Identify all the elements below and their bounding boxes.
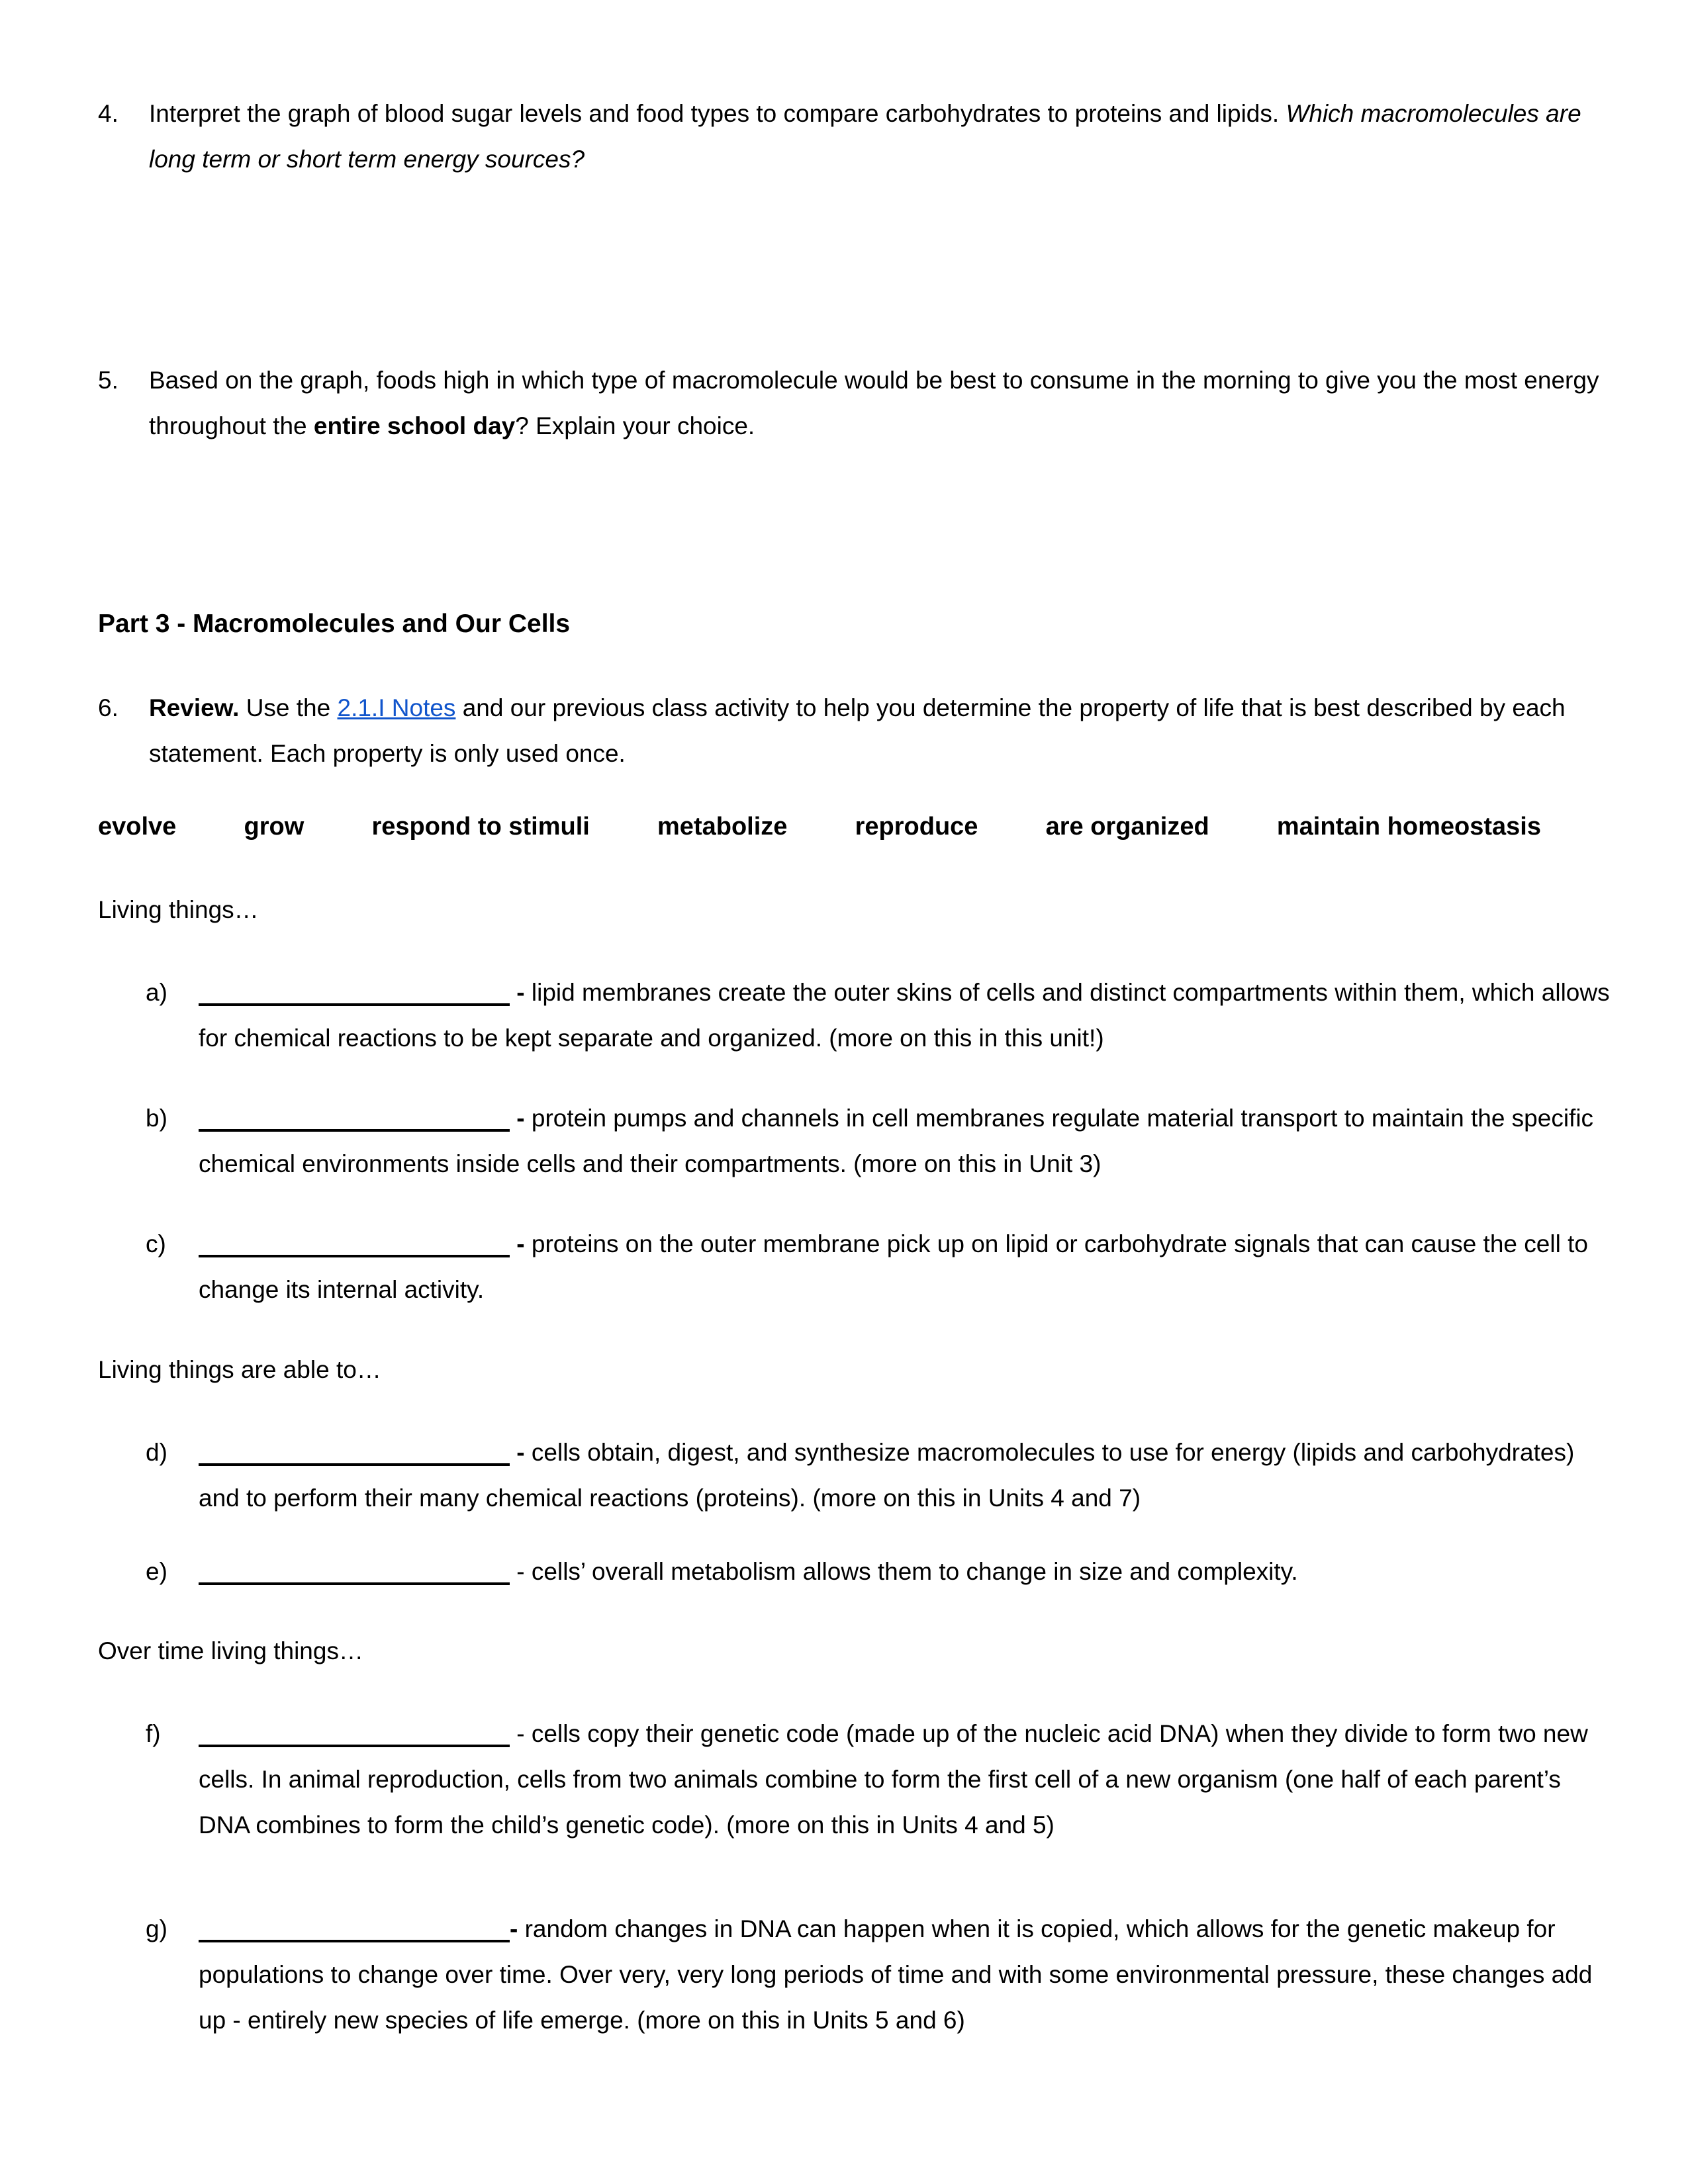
statement-c-text: proteins on the outer membrane pick up on lipid or carbohydrate signals that can cause the cell to change its internal activity. xyxy=(199,1230,1588,1303)
question-5-number: 5. xyxy=(98,367,118,394)
question-5-text xyxy=(149,357,1614,449)
word-bank-term-organized: are organized xyxy=(1045,813,1209,841)
word-bank xyxy=(98,804,1541,850)
question-6-review-label: Review. xyxy=(149,694,240,721)
word-bank-term-homeostasis: maintain homeostasis xyxy=(1276,813,1541,841)
word-bank-term-metabolize: metabolize xyxy=(657,813,788,841)
statement-b-text: protein pumps and channels in cell membranes regulate material transport to maintain the specific chemical environments inside cells and their compartments. (more on this in Unit 3) xyxy=(199,1105,1594,1177)
statement-d-text: cells obtain, digest, and synthesize macromolecules to use for energy (lipids and carbohydrates) and to perform their many chemical reactions (proteins). (more on this in Units 4 and 7) xyxy=(199,1439,1575,1512)
question-4-text-italic: Which macromolecules are long term or short term energy sources? xyxy=(149,100,1581,173)
statement-b-body xyxy=(199,1095,1614,1187)
statement-b-label: b) xyxy=(146,1105,167,1132)
statement-g-text: random changes in DNA can happen when it is copied, which allows for the genetic makeup for populations to change over time. Over very, very long periods of time and with some environmental pressure, these changes add up - entirely new species of life emerge. (more on this in Units 5 and 6) xyxy=(199,1915,1593,2034)
question-6-text-before-link: Use the xyxy=(239,694,338,721)
answer-blank-d xyxy=(199,1437,510,1466)
statement-g xyxy=(146,1906,1614,2043)
group-intro-over-time: Over time living things… xyxy=(98,1637,363,1664)
statement-a-body xyxy=(199,970,1614,1061)
statement-e-label: e) xyxy=(146,1558,167,1585)
answer-blank-c xyxy=(199,1228,510,1257)
answer-blank-b xyxy=(199,1103,510,1132)
answer-blank-g xyxy=(199,1913,510,1942)
statement-a xyxy=(146,970,1614,1061)
statement-f-label: f) xyxy=(146,1720,161,1747)
question-6 xyxy=(98,685,1614,776)
answer-blank-f xyxy=(199,1718,510,1747)
group-intro-able-to: Living things are able to… xyxy=(98,1356,381,1383)
statement-f-body xyxy=(199,1711,1614,1848)
question-5 xyxy=(98,357,1614,449)
question-5-text-after: ? Explain your choice. xyxy=(515,412,755,439)
statement-c-dash: - xyxy=(516,1230,525,1257)
statement-d-body xyxy=(199,1430,1614,1521)
part3-heading: Part 3 - Macromolecules and Our Cells xyxy=(98,610,571,638)
statement-c-label: c) xyxy=(146,1230,166,1257)
statement-d-label: d) xyxy=(146,1439,167,1466)
word-bank-term-evolve: evolve xyxy=(98,813,177,841)
statement-g-body xyxy=(199,1906,1614,2043)
answer-blank-e xyxy=(199,1556,510,1585)
question-6-text xyxy=(149,685,1614,776)
statement-f xyxy=(146,1711,1614,1848)
word-bank-term-grow: grow xyxy=(244,813,305,841)
question-4-number: 4. xyxy=(98,100,118,127)
worksheet-content xyxy=(98,91,1614,2043)
statement-c xyxy=(146,1221,1614,1312)
question-4-text xyxy=(149,91,1614,182)
question-6-text-after-link: and our previous class activity to help you determine the property of life that is best described by each statement. Each property is only used once. xyxy=(149,694,1566,767)
statement-b xyxy=(146,1095,1614,1187)
statement-e xyxy=(146,1549,1614,1594)
word-bank-term-respond: respond to stimuli xyxy=(371,813,590,841)
statement-d xyxy=(146,1430,1614,1521)
statement-b-dash: - xyxy=(516,1105,525,1132)
answer-blank-a xyxy=(199,977,510,1006)
statement-e-dash: - xyxy=(516,1558,525,1585)
statement-c-body xyxy=(199,1221,1614,1312)
statement-e-body xyxy=(199,1549,1614,1594)
question-5-text-before: Based on the graph, foods high in which type of macromolecule would be best to consume in the morning to give you the most energy throughout the xyxy=(149,367,1599,439)
notes-link[interactable]: 2.1.I Notes xyxy=(337,694,456,721)
statement-d-dash: - xyxy=(516,1439,525,1466)
question-6-number: 6. xyxy=(98,694,118,721)
question-4 xyxy=(98,91,1614,182)
statement-a-dash: - xyxy=(516,979,525,1006)
statement-f-dash: - xyxy=(516,1720,525,1747)
question-4-text-regular: Interpret the graph of blood sugar levels and food types to compare carbohydrates to proteins and lipids. xyxy=(149,100,1286,127)
statement-g-dash: - xyxy=(510,1915,518,1942)
statement-g-label: g) xyxy=(146,1915,167,1942)
statement-a-label: a) xyxy=(146,979,167,1006)
statement-f-text: cells copy their genetic code (made up of the nucleic acid DNA) when they divide to form two new cells. In animal reproduction, cells from two animals combine to form the first cell of a new organism (one half of each parent’s DNA combines to form the child’s genetic code). (more on this in Units 4 and 5) xyxy=(199,1720,1588,1839)
question-5-text-bold: entire school day xyxy=(313,412,516,439)
statement-a-text: lipid membranes create the outer skins of cells and distinct compartments within them, which allows for chemical reactions to be kept separate and organized. (more on this in this unit!) xyxy=(199,979,1610,1052)
word-bank-term-reproduce: reproduce xyxy=(855,813,978,841)
group-intro-living-things: Living things… xyxy=(98,896,259,923)
statement-e-text: cells’ overall metabolism allows them to change in size and complexity. xyxy=(531,1558,1298,1585)
